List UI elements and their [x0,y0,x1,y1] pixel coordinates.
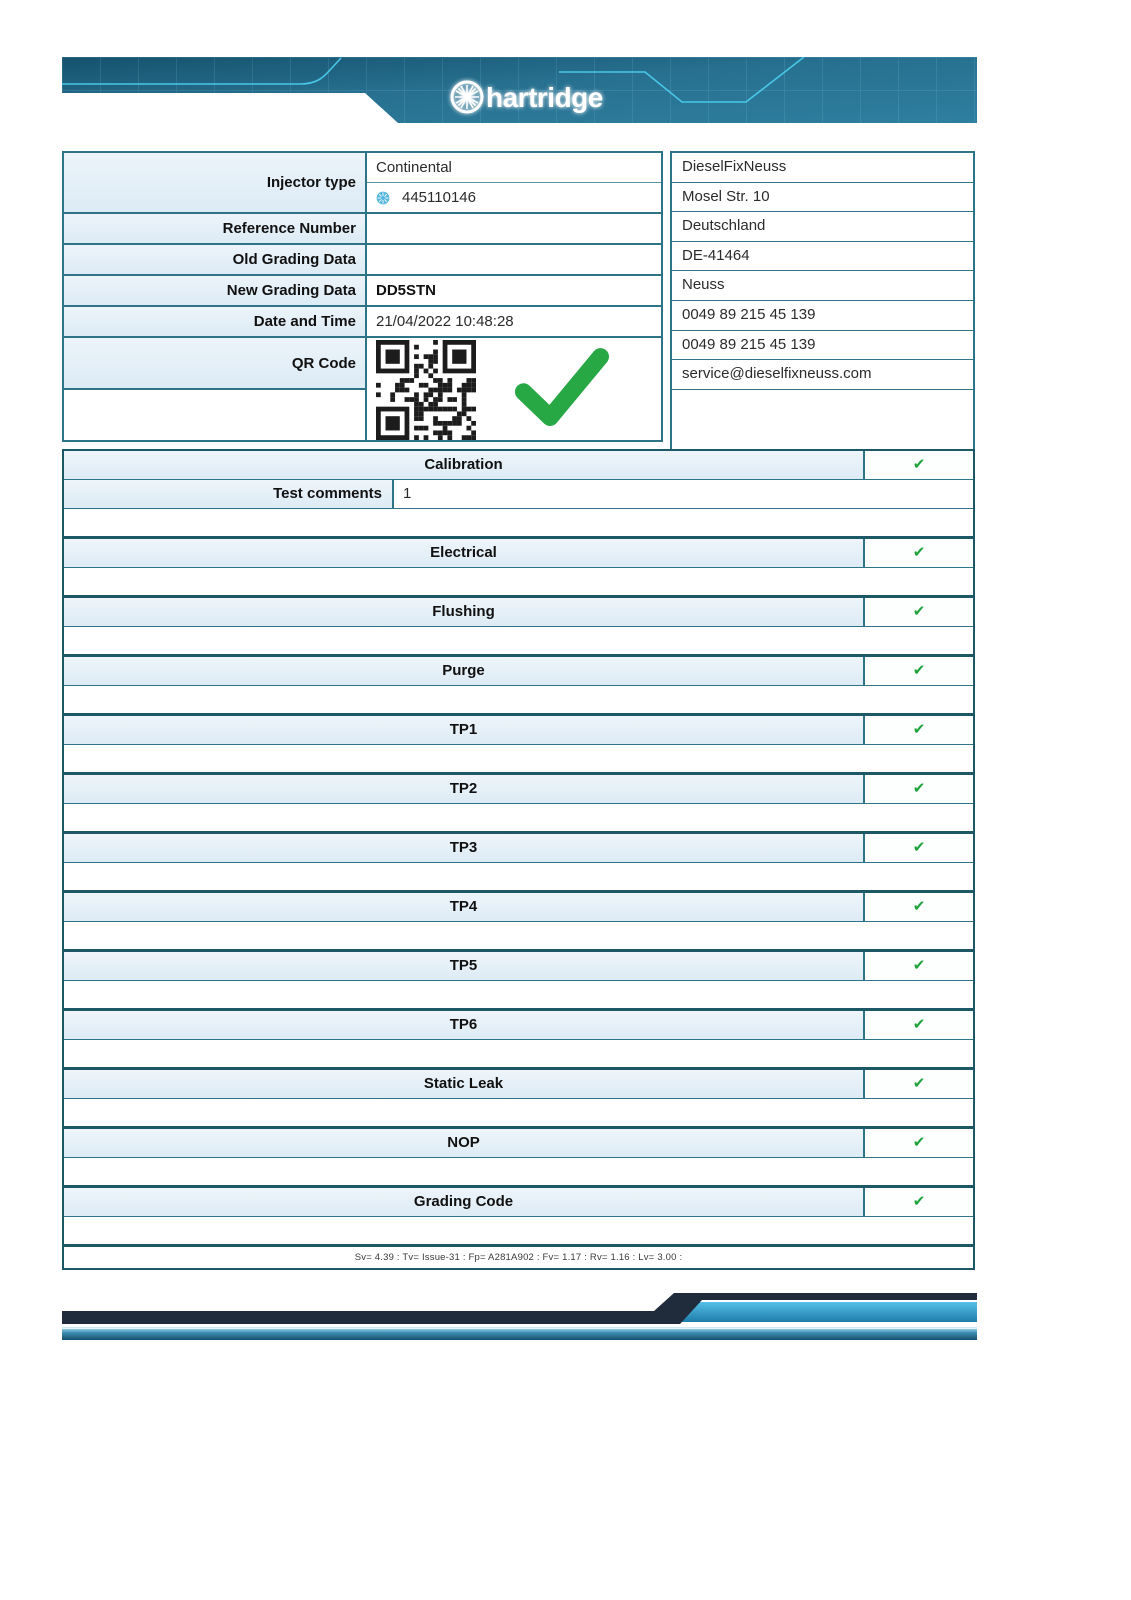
injector-make-value: Continental [366,152,662,183]
customer-line: Mosel Str. 10 [672,183,973,213]
test-comments-value: 1 [403,485,412,502]
section-spacer-row [64,804,973,831]
section-check-cell [863,952,973,980]
section-title: TP3 [449,839,478,856]
section-header-row [64,949,973,981]
check-icon: ✔ [912,603,926,620]
customer-rows [672,153,973,390]
section-title: Static Leak [423,1075,504,1092]
section-check-cell [863,775,973,803]
injector-number-cell [366,183,662,214]
section-spacer-row [64,863,973,890]
check-icon: ✔ [912,1193,926,1210]
qr-code-cell [366,337,662,441]
section-spacer-row [64,1040,973,1067]
section-spacer-row [64,1158,973,1185]
section-check-cell [863,1011,973,1039]
section-header-row [64,890,973,922]
section-title: Electrical [430,544,497,561]
customer-address-table [670,151,975,454]
section-title: Purge [442,662,485,679]
pass-check-icon [514,344,609,432]
section-check-cell [863,1070,973,1098]
check-icon: ✔ [912,662,926,679]
check-icon: ✔ [912,898,926,915]
section-title: NOP [447,1134,480,1151]
section-title: Flushing [432,603,495,620]
section-spacer-row [64,686,973,713]
section-header-row [64,595,973,627]
check-icon: ✔ [912,957,926,974]
section-spacer-row [64,509,973,536]
new-grading-value: DD5STN [366,275,662,306]
check-icon: ✔ [912,1016,926,1033]
wheel-bullet-icon [376,191,390,205]
bottom-cyan-block [674,1302,977,1322]
injector-info-table [62,151,663,442]
section-header-row [64,654,973,686]
old-grading-value [366,244,662,275]
bottom-gradient-bar [62,1329,977,1340]
injector-type-label: Injector type [63,152,366,213]
section-spacer-row [64,627,973,654]
check-icon: ✔ [912,544,926,561]
section-header-row [64,1067,973,1099]
customer-line: 0049 89 215 45 139 [672,331,973,361]
section-title: TP2 [449,780,478,797]
section-title: Grading Code [413,1193,514,1210]
datetime-label: Date and Time [63,306,366,337]
section-header-row [64,536,973,568]
check-icon: ✔ [912,839,926,856]
customer-line: DieselFixNeuss [672,153,973,183]
section-check-cell [863,657,973,685]
customer-line: service@dieselfixneuss.com [672,360,973,390]
reference-number-value [366,213,662,244]
customer-line: Neuss [672,271,973,301]
wheel-logo-icon [452,82,482,112]
test-sections [64,451,973,1244]
section-header-row [64,1185,973,1217]
section-spacer-row [64,745,973,772]
section-header-row [64,772,973,804]
section-check-cell [863,834,973,862]
qr-code-label: QR Code [63,337,366,389]
check-icon: ✔ [912,780,926,797]
bottom-banner [62,1291,977,1345]
test-comments-row [64,480,973,509]
section-check-cell [863,451,973,479]
section-spacer-row [64,981,973,1008]
section-check-cell [863,893,973,921]
section-header-row [64,1008,973,1040]
section-check-cell [863,598,973,626]
section-header-row [64,451,973,480]
customer-empty-cell [672,390,973,452]
section-check-cell [863,539,973,567]
check-icon: ✔ [912,1134,926,1151]
section-title: TP5 [449,957,478,974]
section-spacer-row [64,1217,973,1244]
new-grading-label: New Grading Data [63,275,366,306]
customer-line: DE-41464 [672,242,973,272]
bottom-banner-graphic [62,1291,977,1345]
old-grading-label: Old Grading Data [63,244,366,275]
check-icon: ✔ [912,456,926,473]
qr-code-image [376,340,476,440]
test-comments-label: Test comments [64,480,394,508]
section-header-row [64,831,973,863]
test-results-table [62,449,975,1270]
section-header-row [64,1126,973,1158]
section-title: TP1 [449,721,478,738]
hartridge-banner [62,57,977,128]
section-check-cell [863,1188,973,1216]
banner-graphic [62,57,977,128]
section-header-row [64,713,973,745]
section-check-cell [863,1129,973,1157]
customer-line: 0049 89 215 45 139 [672,301,973,331]
spacer-cell [63,389,366,441]
section-spacer-row [64,1099,973,1126]
logo-wordmark: hartridge [486,82,603,113]
section-spacer-row [64,922,973,949]
reference-number-label: Reference Number [63,213,366,244]
datetime-value: 21/04/2022 10:48:28 [366,306,662,337]
injector-number-value: 445110146 [402,189,476,206]
section-title: TP6 [449,1016,478,1033]
section-check-cell [863,716,973,744]
check-icon: ✔ [912,1075,926,1092]
section-spacer-row [64,568,973,595]
customer-line: Deutschland [672,212,973,242]
version-footer: Sv= 4.39 : Tv= Issue-31 : Fp= A281A902 : Fv= 1.17 : Rv= 1.16 : Lv= 3.00 : [64,1244,973,1268]
section-title: TP4 [449,898,478,915]
section-title: Calibration [424,456,503,473]
check-icon: ✔ [912,721,926,738]
